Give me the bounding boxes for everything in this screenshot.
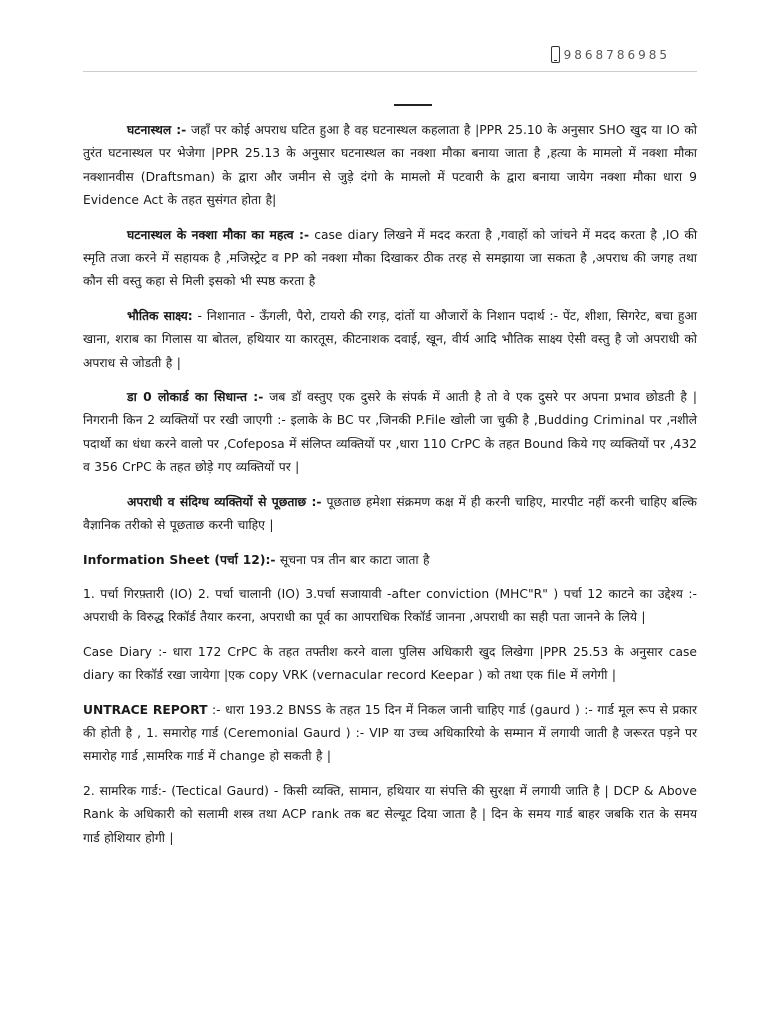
paragraph-heading: अपराधी व संदिग्ध व्यक्तियों से पूछताछ :-	[127, 494, 322, 509]
document-body	[83, 119, 697, 861]
mobile-phone-icon	[551, 46, 560, 63]
paragraph-heading: Information Sheet (पर्चा 12):-	[83, 552, 276, 567]
paragraph-heading: भौतिक साक्ष्य:	[127, 308, 193, 323]
paragraph-tactical-guard	[83, 780, 697, 850]
paragraph-crime-scene	[83, 119, 697, 213]
paragraph-untrace-report	[83, 699, 697, 769]
paragraph-text: जब डॉ वस्तुए एक दुसरे के संपर्क में आती है तो वे एक दुसरे पर अपना प्रभाव छोडती है | निगरानी किन 2 व्यक्तियों पर रखी जाएगी :- इलाके के BC पर ,जिनकी P.File खोली जा चुकी है ,Budding Criminal पर ,नशीले पदार्थो का धंधा करने वालो पर ,Cofeposa में संलिप्त व्यक्तियों पर ,धारा 110 CrPC के तहत Bound किये गए व्यक्तियों पर ,432 व 356 CrPC के तहत छोड़े गए व्यक्तियों पर |	[83, 390, 697, 475]
paragraph-text: - निशानात - ऊँगली, पैरो, टायरो की रगड़, दांतों या औजारों के निशान पदार्थ :- पेंट, शीशा, सिगरेट, बचा हुआ खाना, शराब का गिलास या बोतल, हथियार या कारतूस, कीटनाशक दवाई, खून, वीर्य आदि भौतिक साक्ष्य ऐसी वस्तु है जो अपराधी को अपराध से जोडती है |	[83, 308, 697, 370]
paragraph-text: सूचना पत्र तीन बार काटा जाता है	[275, 552, 430, 567]
paragraph-site-map-importance	[83, 224, 697, 294]
paragraph-heading: घटनास्थल :-	[127, 123, 187, 137]
paragraph-heading: UNTRACE REPORT	[83, 702, 208, 717]
paragraph-case-diary	[83, 641, 697, 688]
paragraph-heading: डा 0 लोकार्ड का सिधान्त :-	[127, 390, 264, 405]
paragraph-parcha-types	[83, 583, 697, 630]
phone-number: 9868786985	[563, 47, 670, 62]
paragraph-heading: घटनास्थल के नक्शा मौका का महत्व :-	[127, 227, 310, 242]
paragraph-text: 2. सामरिक गार्ड:- (Tectical Gaurd) - किसी व्यक्ति, सामान, हथियार या संपत्ति की सुरक्षा में लगायी जाति है | DCP & Above Rank के अधिकारी को सलामी शस्त्र तथा ACP rank तक बट सेल्यूट दिया जाता है | दिन के समय गार्ड बाहर जबकि रात के समय गार्ड होशियार होगी |	[83, 783, 697, 845]
paragraph-text: 1. पर्चा गिरफ़्तारी (IO) 2. पर्चा चालानी (IO) 3.पर्चा सजायावी -after conviction (MHC"R" ) पर्चा 12 काटने का उद्देश्य :- अपराधी के विरुद्ध रिकॉर्ड तैयार करना, अपराधी का पूर्व का आपराधिक रिकॉर्ड जानना ,अपराधी का सही पता जानने के लिये |	[83, 586, 697, 625]
paragraph-text: :- धारा 193.2 BNSS के तहत 15 दिन में निकल जानी चाहिए गार्ड (gaurd ) :- गार्ड मूल रूप से प्रकार की होती है , 1. समारोह गार्ड (Ceremonial Gaurd ) :- VIP या उच्च अधिकारियो के सम्मान में लगायी जाती है जरूरत पड़ने पर समारोह गार्ड ,सामरिक गार्ड में change हो सकती है |	[83, 702, 697, 764]
paragraph-information-sheet	[83, 549, 697, 572]
paragraph-physical-evidence	[83, 305, 697, 375]
paragraph-text: पूछताछ हमेशा संक्रमण कक्ष में ही करनी चाहिए, मारपीट नहीं करनी चाहिए बल्कि वैज्ञानिक तरीको से पूछताछ करनी चाहिए |	[83, 494, 697, 533]
paragraph-text: जहाँ पर कोई अपराध घटित हुआ है वह घटनास्थल कहलाता है |PPR 25.10 के अनुसार SHO खुद या IO को तुरंत घटनास्थल पर भेजेगा |PPR 25.13 के अनुसार घटनास्थल का नक्शा मौका बनाया जाता है ,हत्या के मामलो में नक्शा मौका नक्शानवीस (Draftsman) के द्वारा और जमीन से जुड़े दंगो के मामलो में पटवारी के द्वारा बनाया जायेग नक्शा मौका धारा 9 Evidence Act के तहत सुसंगत होता है|	[83, 123, 697, 208]
paragraph-text: Case Diary :- धारा 172 CrPC के तहत तफ्तीश करने वाला पुलिस अधिकारी खुद लिखेगा |PPR 25.53 के अनुसार case diary का रिकॉर्ड रखा जायेगा |एक copy VRK (vernacular record Keepar ) को तथा एक file में लगेगी |	[83, 644, 697, 683]
paragraph-locard-principle	[83, 386, 697, 480]
paragraph-text: case diary लिखने में मदद करता है ,गवाहों को जांचने में मदद करता है ,IO की स्मृति तजा करने में सहायक है ,मजिस्ट्रेट व PP को नक्शा मौका दिखाकर ठीक तरह से समझाया जा सकता है ,अपराध की जगह तथा कौन सी वस्तु कहा से मिली इसको भी स्पष्ठ करता है	[83, 227, 697, 289]
paragraph-interrogation	[83, 491, 697, 538]
center-divider-mark	[394, 104, 432, 106]
page-header	[551, 46, 670, 63]
header-rule	[83, 71, 697, 72]
